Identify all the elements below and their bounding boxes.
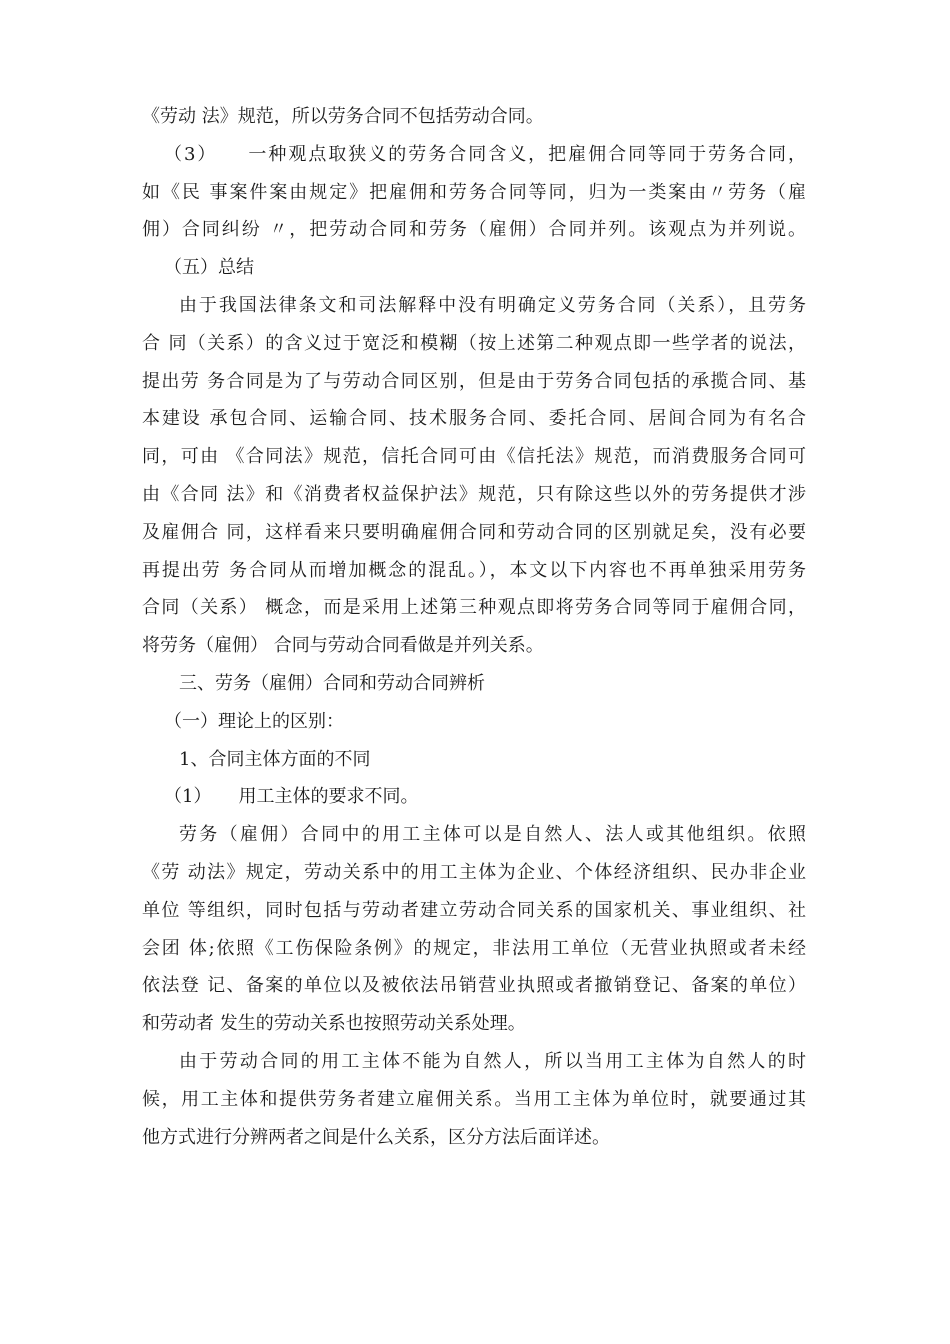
text-line: 会团 体;依照《工伤保险条例》的规定，非法用工单位（无营业执照或者未经 <box>142 937 806 959</box>
text-line: 《劳动 法》规范，所以劳务合同不包括劳动合同。 <box>142 106 544 127</box>
text-line: 如《民 事案件案由规定》把雇佣和劳务合同等同，归为一类案由〃劳务（雇 <box>142 181 806 203</box>
text-line: 及雇佣合 同，这样看来只要明确雇佣合同和劳动合同的区别就足矣，没有必要 <box>142 521 806 543</box>
text-line: 《劳 动法》规定，劳动关系中的用工主体为企业、个体经济组织、民办非企业 <box>142 861 806 883</box>
text-line: 提出劳 务合同是为了与劳动合同区别，但是由于劳务合同包括的承揽合同、基 <box>142 370 806 392</box>
text-line: 候，用工主体和提供劳务者建立雇佣关系。当用工主体为单位时，就要通过其 <box>142 1088 806 1110</box>
subsection-heading: 1、合同主体方面的不同 <box>179 748 371 770</box>
subsection-heading: （1） 用工主体的要求不同。 <box>164 786 419 808</box>
text-line: 和劳动者 发生的劳动关系也按照劳动关系处理。 <box>142 1013 526 1035</box>
text-line: 佣）合同纠纷 〃，把劳动合同和劳务（雇佣）合同并列。该观点为并列说。 <box>142 219 806 241</box>
section-heading: （五）总结 <box>164 257 254 279</box>
text-line: 由于劳动合同的用工主体不能为自然人，所以当用工主体为自然人的时 <box>179 1050 806 1072</box>
subsection-heading: （一）理论上的区别： <box>164 710 344 732</box>
text-line: 依法登 记、备案的单位以及被依法吊销营业执照或者撤销登记、备案的单位） <box>142 975 806 997</box>
text-line: 合同（关系） 概念，而是采用上述第三种观点即将劳务合同等同于雇佣合同， <box>142 597 806 619</box>
text-line: 由《合同 法》和《消费者权益保护法》规范，只有除这些以外的劳务提供才涉 <box>142 483 806 505</box>
text-line: 再提出劳 务合同从而增加概念的混乱。），本文以下内容也不再单独采用劳务 <box>142 559 806 581</box>
text-line: 劳务（雇佣）合同中的用工主体可以是自然人、法人或其他组织。依照 <box>179 824 806 846</box>
text-line: 他方式进行分辨两者之间是什么关系，区分方法后面详述。 <box>142 1126 610 1148</box>
text-line: 单位 等组织，同时包括与劳动者建立劳动合同关系的国家机关、事业组织、社 <box>142 899 806 921</box>
text-line: 本建设 承包合同、运输合同、技术服务合同、委托合同、居间合同为有名合 <box>142 408 806 430</box>
document-body <box>142 98 806 1156</box>
text-line: 同，可由 《合同法》规范，信托合同可由《信托法》规范，而消费服务合同可 <box>142 446 806 468</box>
text-line: 将劳务（雇佣） 合同与劳动合同看做是并列关系。 <box>142 635 544 657</box>
text-line: 合 同（关系）的含义过于宽泛和模糊（按上述第二种观点即一些学者的说法， <box>142 332 806 354</box>
section-heading: 三、劳务（雇佣）合同和劳动合同辨析 <box>179 672 485 694</box>
text-line: 由于我国法律条文和司法解释中没有明确定义劳务合同（关系），且劳务 <box>179 294 806 316</box>
text-line: （3） 一种观点取狭义的劳务合同含义，把雇佣合同等同于劳务合同， <box>164 143 806 165</box>
